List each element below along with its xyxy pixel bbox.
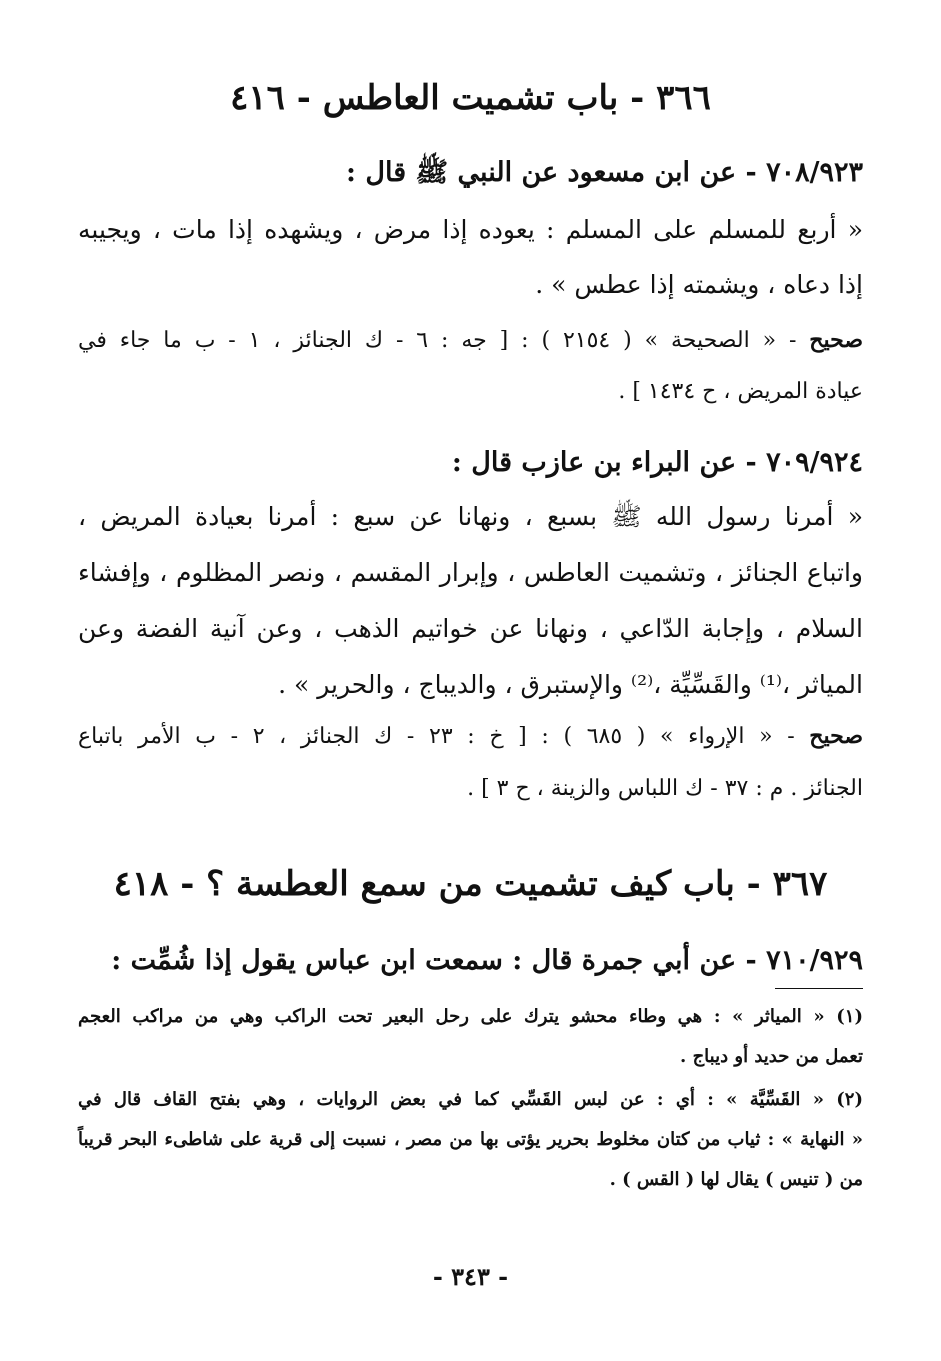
hadith-709-text-line-4: المياثر ،⁽¹⁾ والقَسِّيِّة ،⁽²⁾ والإستبرق ، والديباج ، والحرير » .: [278, 670, 863, 699]
footnote-1-line-2: تعمل من حديد أو ديباج .: [680, 1046, 863, 1067]
hadith-709-source-line-2: الجنائز . م : ٣٧ - ك اللباس والزينة ، ح ٣ ] .: [467, 776, 863, 801]
hadith-708-source-line-1: [78, 320, 863, 361]
footnote-2-line-2: « النهاية » : ثياب من كتان مخلوط بحرير يؤتى بها من مصر ، نسبت إلى قرية على شاطىء البحر قريباً: [78, 1129, 863, 1150]
hadith-709-heading: ٧٠٩/٩٢٤ - عن البراء بن عازب قال :: [451, 447, 863, 478]
footnote-1-line-1: (١) « المياثر » : هي وطاء محشو يترك على رحل البعير تحت الراكب وهي من مراكب العجم: [78, 1006, 863, 1027]
hadith-708-source-line-2: عيادة المريض ، ح ١٤٣٤ ] .: [618, 379, 863, 404]
hadith-708-text-line-2: إذا دعاه ، ويشمته إذا عطس » .: [535, 270, 863, 299]
hadith-708-source-text: - « الصحيحة » ( ٢١٥٤ ) : [ جه : ٦ - ك الجنائز ، ١ - ب ما جاء في: [78, 328, 810, 353]
footnote-2-line-1: (٢) « القَسِّيَّة » : أي : عن لبس القَسِّي كما في بعض الروايات ، وهي بفتح القاف قال في: [78, 1089, 863, 1110]
hadith-710-heading: ٧١٠/٩٢٩ - عن أبي جمرة قال : سمعت ابن عباس يقول إذا شُمِّت :: [111, 945, 863, 976]
hadith-709-text-line-2: واتباع الجنائز ، وتشميت العاطس ، وإبرار المقسم ، ونصر المظلوم ، وإفشاء: [78, 558, 863, 587]
chapter-title-366: ٣٦٦ - باب تشميت العاطس - ٤١٦: [230, 78, 711, 118]
hadith-708-text-line-1: « أربع للمسلم على المسلم : يعوده إذا مرض ، ويشهده إذا مات ، ويجيبه: [78, 215, 863, 244]
hadith-709-text-line-1: « أمرنا رسول الله ﷺ بسبع ، ونهانا عن سبع : أمرنا بعيادة المريض ،: [78, 502, 863, 531]
hadith-709-source-line-1: [78, 716, 863, 757]
hadith-708-grade: صحيح: [809, 327, 864, 353]
hadith-708-heading: ٧٠٨/٩٢٣ - عن ابن مسعود عن النبي ﷺ قال :: [346, 157, 863, 188]
footnote-2-line-3: من ( تنيس ) يقال لها ( القس ) .: [609, 1169, 863, 1190]
footnote-separator: [775, 988, 863, 989]
hadith-709-grade: صحيح: [809, 723, 864, 749]
hadith-709-source-text: - « الإرواء » ( ٦٨٥ ) : [ خ : ٢٣ - ك الجنائز ، ٢ - ب الأمر باتباع: [78, 724, 810, 749]
chapter-title-367: ٣٦٧ - باب كيف تشميت من سمع العطسة ؟ - ٤١٨: [113, 864, 828, 904]
page-number: - ٣٤٣ -: [432, 1262, 509, 1291]
hadith-709-text-line-3: السلام ، وإجابة الدّاعي ، ونهانا عن خواتيم الذهب ، وعن آنية الفضة وعن: [78, 614, 863, 643]
